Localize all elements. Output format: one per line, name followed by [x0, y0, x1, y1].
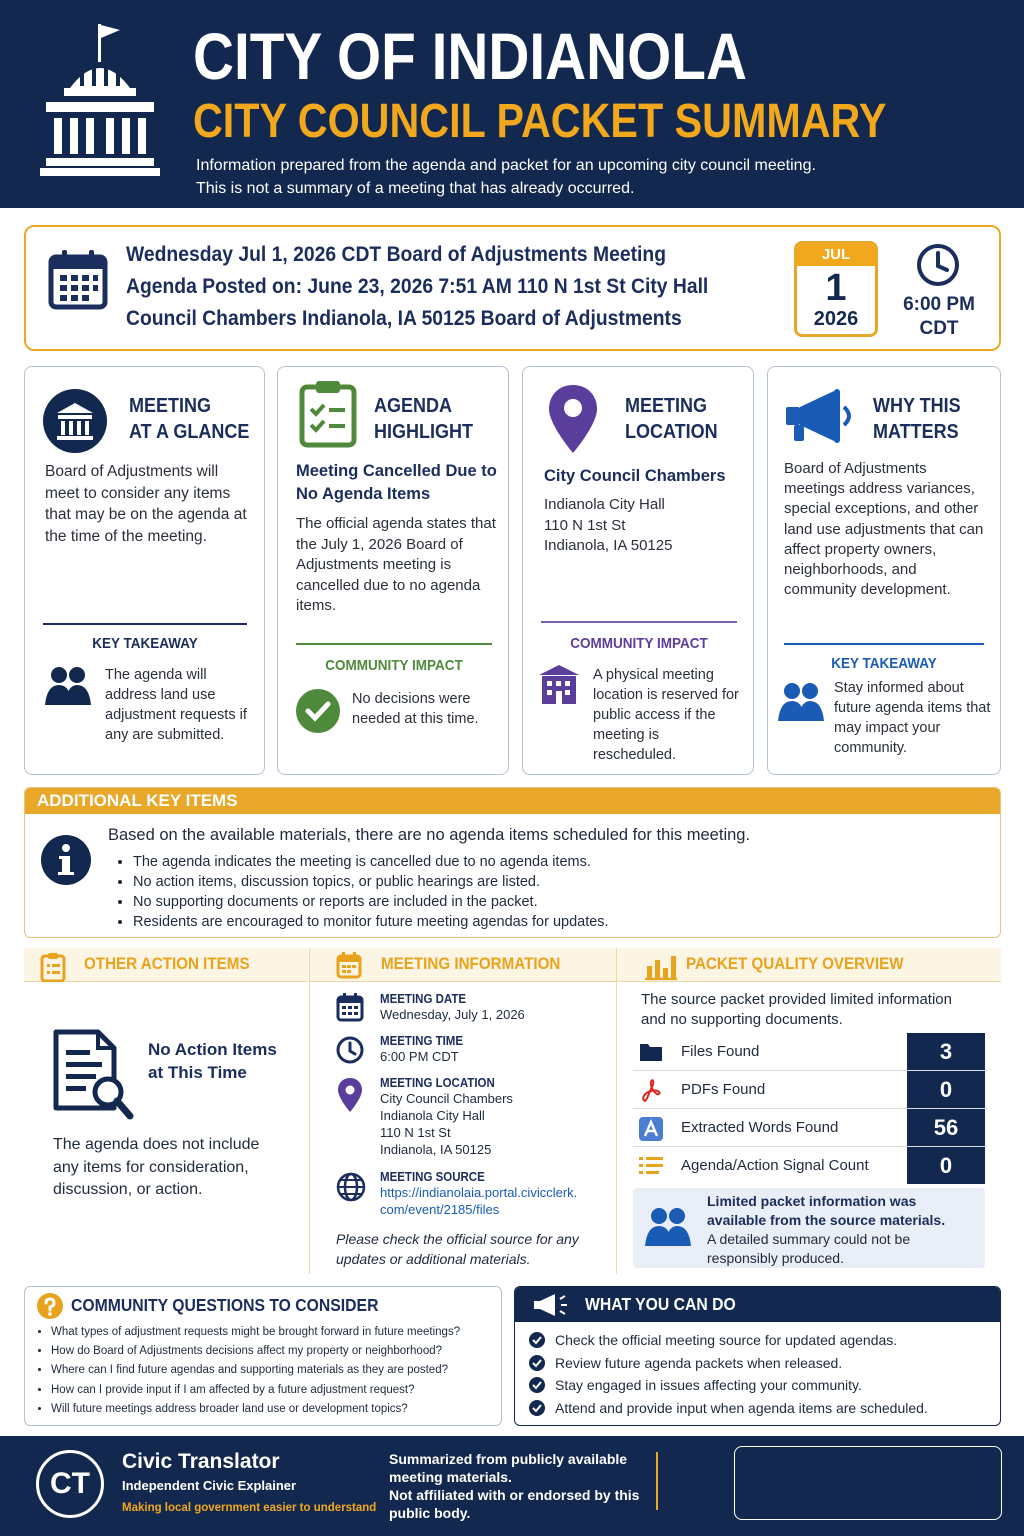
- clock-icon: [336, 1036, 364, 1064]
- heading-line: at This Time: [148, 1063, 247, 1082]
- card-title: [374, 393, 473, 445]
- action-text: Review future agenda packets when released.: [555, 1354, 843, 1371]
- meeting-time: [894, 293, 984, 341]
- list-icon: [639, 1155, 663, 1177]
- row-label: Extracted Words Found: [681, 1119, 839, 1136]
- date-day: 1: [825, 267, 847, 309]
- card-title-line: AGENDA: [374, 395, 453, 417]
- card-title-line: WHY THIS: [873, 395, 961, 417]
- source-link-line[interactable]: com/event/2185/files: [380, 1202, 500, 1217]
- card-title: [873, 393, 961, 445]
- building-icon: [537, 663, 581, 707]
- time-zone: CDT: [919, 318, 959, 339]
- date-year: 2026: [813, 308, 859, 330]
- panel-title: OTHER ACTION ITEMS: [84, 955, 250, 973]
- brand-motto: Making local government easier to understand: [122, 1502, 377, 1514]
- meeting-time: [380, 1034, 470, 1065]
- field-label: MEETING LOCATION: [380, 1076, 495, 1090]
- lead-text: Based on the available materials, there are no agenda items scheduled for this meeting.: [108, 826, 751, 844]
- card-meeting-at-a-glance: [24, 366, 265, 775]
- globe-icon: [336, 1172, 366, 1202]
- list-item: • No action items, discussion topics, or public hearings are listed.: [133, 872, 609, 892]
- time-value: 6:00 PM: [903, 294, 975, 315]
- city-name: CITY OF INDIANOLA: [193, 19, 747, 93]
- field-value: Wednesday, July 1, 2026: [380, 1007, 525, 1022]
- list-item: [529, 1376, 928, 1399]
- folder-icon: [639, 1041, 663, 1063]
- card-title-line: AT A GLANCE: [129, 421, 250, 443]
- row-label: Agenda/Action Signal Count: [681, 1157, 869, 1174]
- meeting-info-list: [336, 992, 606, 1272]
- page-footer: [0, 1436, 1024, 1536]
- divider: [296, 643, 492, 645]
- footer-empty-box: [734, 1446, 1002, 1520]
- divider: [43, 623, 247, 625]
- limited-info-note: [633, 1188, 985, 1268]
- list-item: • What types of adjustment requests might be brought forward in future meetings?: [51, 1323, 460, 1342]
- field-value: 110 N 1st St: [380, 1125, 451, 1140]
- key-takeaway-text: Stay informed about future agenda items that may impact your community.: [834, 680, 991, 756]
- field-value: 6:00 PM CDT: [380, 1049, 459, 1064]
- list-item: • How can I provide input if I am affected by a future adjustment request?: [51, 1381, 460, 1400]
- table-row: [633, 1071, 985, 1109]
- list-item: • No supporting documents or reports are included in the packet.: [133, 892, 609, 912]
- section-title: COMMUNITY QUESTIONS TO CONSIDER: [71, 1295, 379, 1315]
- people-icon: [645, 1206, 691, 1246]
- community-impact-text: A physical meeting location is reserved for public access if the meeting is rescheduled.: [593, 667, 739, 763]
- brand-logo: CT: [36, 1450, 104, 1518]
- additional-key-items: [24, 787, 1001, 938]
- card-meeting-location: [522, 366, 754, 775]
- clipboard-check-icon: [298, 379, 358, 449]
- card-title: [129, 393, 249, 445]
- card-agenda-highlight: [277, 366, 509, 775]
- header-desc-line: This is not a summary of a meeting that has already occurred.: [196, 180, 635, 197]
- community-questions: [24, 1286, 502, 1426]
- disclaimer-line: Summarized from publicly available meeting materials.: [389, 1451, 628, 1485]
- note-emphasis: Limited packet information was available from the source materials.: [707, 1193, 946, 1228]
- card-title-line: HIGHLIGHT: [374, 421, 473, 443]
- heading-line: No Action Items: [148, 1040, 277, 1059]
- no-actions-heading: [148, 1038, 277, 1084]
- card-title: [625, 393, 718, 445]
- people-icon: [778, 681, 824, 721]
- meeting-title: Wednesday Jul 1, 2026 CDT Board of Adjustments Meeting Agenda Posted on: June 23, 2026 7:51 AM 110 N 1st St City Hall Council Chambers Indianola, IA 50125 Board of Adjustments: [126, 243, 709, 330]
- brand-name: Civic Translator: [122, 1450, 280, 1473]
- action-text: Attend and provide input when agenda items are scheduled.: [555, 1399, 928, 1416]
- list-item: [529, 1354, 928, 1377]
- section-label: KEY TAKEAWAY: [831, 655, 937, 672]
- pdf-icon: [639, 1079, 663, 1103]
- panel-title: PACKET QUALITY OVERVIEW: [686, 955, 904, 973]
- city-hall-icon: [40, 22, 160, 182]
- map-pin-icon: [549, 385, 597, 453]
- header-desc-line: Information prepared from the agenda and packet for an upcoming city council meeting.: [196, 157, 816, 174]
- card-title-line: MATTERS: [873, 421, 959, 443]
- field-label: MEETING DATE: [380, 992, 467, 1006]
- list-item: • Will future meetings address broader land use or development topics?: [51, 1400, 460, 1419]
- field-label: MEETING TIME: [380, 1034, 464, 1048]
- other-action-items-panel: [24, 948, 308, 1274]
- address-line: 110 N 1st St: [544, 516, 626, 534]
- check-circle-icon: [529, 1400, 545, 1416]
- date-month: JUL: [797, 244, 875, 266]
- card-title-line: MEETING: [129, 395, 212, 417]
- page-header: [0, 0, 1024, 208]
- table-row: [633, 1109, 985, 1147]
- action-list: [529, 1331, 928, 1421]
- bullet-list: [133, 852, 609, 932]
- calendar-icon: [336, 951, 362, 979]
- source-link-line[interactable]: https://indianolaia.portal.civicclerk.: [380, 1185, 578, 1200]
- field-value: Indianola, IA 50125: [380, 1142, 492, 1157]
- address-line: Indianola City Hall: [544, 496, 665, 513]
- footer-disclaimer: [389, 1450, 649, 1522]
- row-label: PDFs Found: [681, 1081, 766, 1098]
- meeting-date: [380, 992, 525, 1023]
- packet-quality-panel: [617, 948, 1001, 1274]
- card-title-line: LOCATION: [625, 421, 718, 443]
- section-header: [515, 1287, 1000, 1322]
- check-circle-icon: [296, 689, 340, 733]
- packet-stats-table: [633, 1033, 985, 1185]
- no-actions-body: The agenda does not include any items for consideration, discussion, or action.: [53, 1136, 260, 1198]
- card-body: Board of Adjustments will meet to consider any items that may be on the agenda at the time of the meeting.: [45, 463, 247, 545]
- source-note: Please check the official source for any updates or additional materials.: [336, 1231, 579, 1267]
- meeting-information-panel: [309, 948, 617, 1274]
- field-value: City Council Chambers: [380, 1091, 513, 1106]
- field-label: MEETING SOURCE: [380, 1170, 485, 1184]
- section-header: ADDITIONAL KEY ITEMS: [25, 788, 1000, 814]
- table-row: [633, 1033, 985, 1071]
- panel-title: MEETING INFORMATION: [381, 955, 561, 973]
- source-link[interactable]: [380, 1184, 577, 1218]
- info-icon: [41, 835, 91, 885]
- document-search-icon: [52, 1028, 134, 1120]
- bar-chart-icon: [645, 954, 677, 980]
- megaphone-icon: [784, 389, 856, 445]
- card-why-this-matters: [767, 366, 1001, 775]
- government-building-icon: [43, 389, 107, 453]
- check-circle-icon: [529, 1377, 545, 1393]
- meeting-location: [380, 1076, 513, 1158]
- card-title-line: MEETING: [625, 395, 708, 417]
- row-value: 0: [907, 1147, 985, 1184]
- community-impact-text: No decisions were needed at this time.: [352, 691, 479, 727]
- packet-description: The source packet provided limited information and no supporting documents.: [641, 991, 952, 1028]
- question-icon: [37, 1293, 63, 1319]
- list-item: • How do Board of Adjustments decisions affect my property or neighborhood?: [51, 1342, 460, 1361]
- card-body: The official agenda states that the July 1, 2026 Board of Adjustments meeting is cancelled due to no agenda items.: [296, 515, 496, 614]
- field-value: Indianola City Hall: [380, 1108, 485, 1123]
- list-item: [529, 1331, 928, 1354]
- section-label: KEY TAKEAWAY: [92, 635, 198, 652]
- disclaimer-line: Not affiliated with or endorsed by this public body.: [389, 1487, 640, 1521]
- section-title: WHAT YOU CAN DO: [585, 1294, 736, 1314]
- section-label: COMMUNITY IMPACT: [325, 657, 463, 674]
- check-circle-icon: [529, 1355, 545, 1371]
- section-label: COMMUNITY IMPACT: [570, 635, 708, 652]
- date-card: [794, 241, 878, 337]
- divider: [541, 621, 737, 623]
- location-name: City Council Chambers: [544, 467, 726, 485]
- header-description: [196, 154, 956, 200]
- divider: [784, 643, 984, 645]
- meeting-source: [380, 1170, 577, 1218]
- action-text: Stay engaged in issues affecting your community.: [555, 1377, 862, 1393]
- clipboard-list-icon: [40, 952, 66, 982]
- note-text: [707, 1192, 977, 1268]
- megaphone-icon: [533, 1293, 573, 1317]
- list-item: • The agenda indicates the meeting is cancelled due to no agenda items.: [133, 852, 609, 872]
- table-row: [633, 1147, 985, 1185]
- key-takeaway-text: The agenda will address land use adjustment requests if any are submitted.: [105, 667, 247, 743]
- what-you-can-do: [514, 1286, 1001, 1426]
- row-label: Files Found: [681, 1043, 760, 1060]
- row-value: 0: [907, 1071, 985, 1108]
- text-icon: [639, 1117, 663, 1141]
- map-pin-icon: [338, 1078, 362, 1112]
- question-list: [51, 1323, 460, 1419]
- address-line: Indianola, IA 50125: [544, 537, 673, 554]
- brand-tagline: Independent Civic Explainer: [122, 1478, 297, 1493]
- note-body: A detailed summary could not be responsibly produced.: [707, 1231, 911, 1266]
- list-item: [529, 1399, 928, 1422]
- people-icon: [45, 665, 91, 705]
- agenda-headline: Meeting Cancelled Due to No Agenda Items: [296, 462, 497, 503]
- card-body: Board of Adjustments meetings address variances, special exceptions, and other land use adjustments that can affect property owners, neighborhoods, and community development.: [784, 460, 984, 599]
- calendar-icon: [336, 992, 364, 1022]
- meeting-info-banner: [24, 225, 1001, 351]
- list-item: • Where can I find future agendas and supporting materials as they are posted?: [51, 1361, 460, 1380]
- row-value: 3: [907, 1033, 985, 1070]
- row-value: 56: [907, 1109, 985, 1146]
- page-subtitle: CITY COUNCIL PACKET SUMMARY: [193, 95, 887, 148]
- calendar-icon: [48, 249, 108, 311]
- check-circle-icon: [529, 1332, 545, 1348]
- action-text: Check the official meeting source for updated agendas.: [555, 1332, 898, 1348]
- location-address: [544, 495, 749, 557]
- list-item: • Residents are encouraged to monitor future meeting agendas for updates.: [133, 912, 609, 932]
- clock-icon: [916, 243, 960, 287]
- divider: [656, 1452, 658, 1510]
